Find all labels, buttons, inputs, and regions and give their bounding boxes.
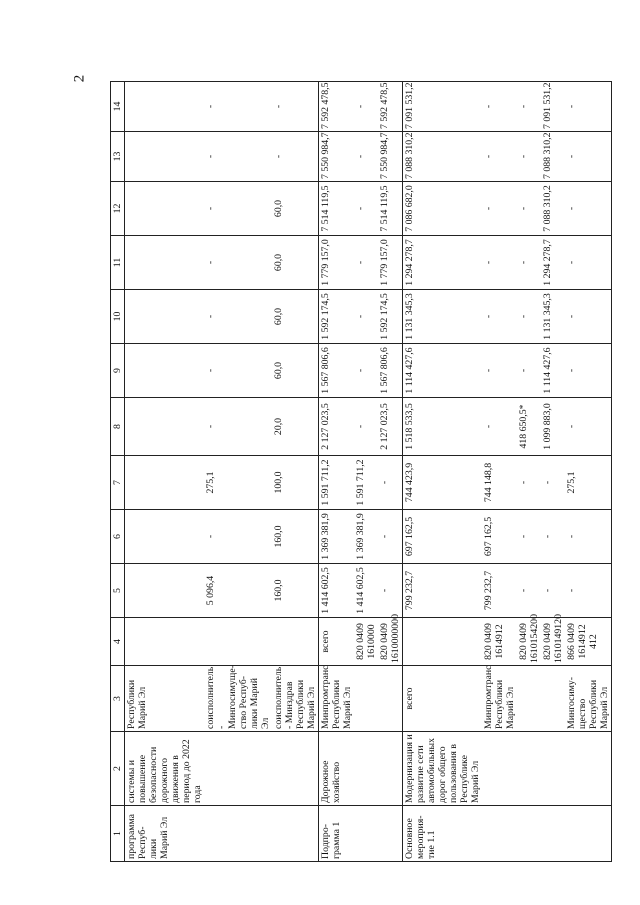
column-header-1: 1 — [111, 806, 125, 862]
value-cell-col6 — [125, 510, 205, 564]
value-cell-col11: 1 779 157,0 — [319, 236, 355, 290]
value-cell-col11: - — [517, 236, 541, 290]
value-cell-col6: - — [204, 510, 272, 564]
table-body — [125, 82, 612, 862]
column-header-5: 5 — [111, 564, 125, 618]
value-cell-col7: 744 423,9 — [403, 456, 483, 510]
value-cell-col11: 1 779 157,0 — [378, 236, 403, 290]
value-cell-col10: - — [565, 290, 612, 344]
value-cell-col7: 1 591 711,2 — [354, 456, 378, 510]
value-cell-col13: - — [565, 132, 612, 182]
cell-col1 — [354, 806, 378, 862]
value-cell-col6: 1 369 381,9 — [354, 510, 378, 564]
value-cell-col14 — [125, 82, 205, 132]
column-header-14: 14 — [111, 82, 125, 132]
column-header-11: 11 — [111, 236, 125, 290]
cell-col2 — [482, 732, 517, 806]
cell-col2 — [204, 732, 272, 806]
value-cell-col13: - — [204, 132, 272, 182]
value-cell-col10: 60,0 — [272, 290, 319, 344]
value-cell-col5: - — [541, 564, 565, 618]
cell-col4: 820 0409 1614912 — [482, 618, 517, 666]
value-cell-col14: - — [565, 82, 612, 132]
cell-col1 — [517, 806, 541, 862]
value-cell-col14: - — [482, 82, 517, 132]
value-cell-col5: 160,0 — [272, 564, 319, 618]
value-cell-col12: - — [354, 182, 378, 236]
table-row — [378, 82, 403, 862]
cell-col1: Основное мероприя-тие 1.1 — [403, 806, 483, 862]
value-cell-col10: 1 131 345,3 — [541, 290, 565, 344]
cell-col3: всего — [403, 666, 483, 732]
value-cell-col11: 1 294 278,7 — [403, 236, 483, 290]
value-cell-col7: 100,0 — [272, 456, 319, 510]
value-cell-col10: - — [354, 290, 378, 344]
table-row — [517, 82, 541, 862]
cell-col1 — [482, 806, 517, 862]
value-cell-col12: 7 514 119,5 — [319, 182, 355, 236]
value-cell-col11 — [125, 236, 205, 290]
cell-col3: соисполнитель - Мингосимуще-ство Респуб-лики Марий Эл — [204, 666, 272, 732]
cell-col1 — [204, 806, 272, 862]
value-cell-col13: 7 088 310,2 — [403, 132, 483, 182]
value-cell-col5 — [125, 564, 205, 618]
cell-col2: Дорожное хозяйство — [319, 732, 355, 806]
cell-col4: 820 0409 1610154200 — [517, 618, 541, 666]
header-row — [111, 82, 125, 862]
cell-col4: 820 0409 1610000 — [354, 618, 378, 666]
value-cell-col8: - — [565, 398, 612, 456]
value-cell-col12: 60,0 — [272, 182, 319, 236]
budget-table — [110, 81, 612, 862]
value-cell-col6: - — [541, 510, 565, 564]
value-cell-col7 — [125, 456, 205, 510]
table-row — [125, 82, 205, 862]
value-cell-col10: 1 592 174,5 — [319, 290, 355, 344]
value-cell-col12 — [125, 182, 205, 236]
cell-col3 — [354, 666, 378, 732]
table-row — [319, 82, 355, 862]
value-cell-col9: - — [565, 344, 612, 398]
cell-col3: Минпромтранс Республики Марий Эл — [482, 666, 517, 732]
cell-col4: 820 0409 1610000000 — [378, 618, 403, 666]
cell-col1 — [565, 806, 612, 862]
value-cell-col14: 7 592 478,5 — [378, 82, 403, 132]
value-cell-col7: 744 148,8 — [482, 456, 517, 510]
column-header-6: 6 — [111, 510, 125, 564]
cell-col1: Подпро-грамма 1 — [319, 806, 355, 862]
value-cell-col10: 1 131 345,3 — [403, 290, 483, 344]
column-header-9: 9 — [111, 344, 125, 398]
column-header-8: 8 — [111, 398, 125, 456]
table-row — [482, 82, 517, 862]
cell-col3: Мингосиму-щество Республики Марий Эл — [565, 666, 612, 732]
value-cell-col9: 1 567 806,6 — [378, 344, 403, 398]
value-cell-col11: - — [482, 236, 517, 290]
value-cell-col8: - — [354, 398, 378, 456]
value-cell-col13: 7 550 984,7 — [378, 132, 403, 182]
value-cell-col14: 7 091 531,2 — [541, 82, 565, 132]
value-cell-col9: 1 567 806,6 — [319, 344, 355, 398]
value-cell-col8: - — [204, 398, 272, 456]
value-cell-col12: - — [204, 182, 272, 236]
cell-col4 — [125, 618, 205, 666]
page-number: 2 — [71, 74, 88, 83]
value-cell-col12: - — [565, 182, 612, 236]
value-cell-col8: - — [482, 398, 517, 456]
cell-col3: Минпромтранс Республики Марий Эл — [319, 666, 355, 732]
value-cell-col12: 7 088 310,2 — [541, 182, 565, 236]
value-cell-col8: 20,0 — [272, 398, 319, 456]
value-cell-col13: - — [517, 132, 541, 182]
value-cell-col5: 5 096,4 — [204, 564, 272, 618]
cell-col3 — [541, 666, 565, 732]
cell-col2 — [272, 732, 319, 806]
value-cell-col8: 1 518 533,5 — [403, 398, 483, 456]
value-cell-col14: - — [272, 82, 319, 132]
value-cell-col14: - — [204, 82, 272, 132]
value-cell-col8: 2 127 023,5 — [378, 398, 403, 456]
table-row — [565, 82, 612, 862]
table-row — [204, 82, 272, 862]
value-cell-col12: - — [482, 182, 517, 236]
value-cell-col8: 2 127 023,5 — [319, 398, 355, 456]
cell-col4: всего — [319, 618, 355, 666]
value-cell-col13: - — [354, 132, 378, 182]
value-cell-col7: 1 591 711,2 — [319, 456, 355, 510]
value-cell-col12: 7 514 119,5 — [378, 182, 403, 236]
cell-col2 — [565, 732, 612, 806]
value-cell-col10 — [125, 290, 205, 344]
cell-col1 — [272, 806, 319, 862]
value-cell-col9: - — [204, 344, 272, 398]
value-cell-col13: 7 550 984,7 — [319, 132, 355, 182]
value-cell-col12: 7 086 682,0 — [403, 182, 483, 236]
value-cell-col7: - — [517, 456, 541, 510]
value-cell-col8 — [125, 398, 205, 456]
table-row — [272, 82, 319, 862]
value-cell-col11: - — [204, 236, 272, 290]
cell-col4 — [204, 618, 272, 666]
value-cell-col5: - — [378, 564, 403, 618]
value-cell-col6: - — [565, 510, 612, 564]
value-cell-col8: 1 099 883,0 — [541, 398, 565, 456]
cell-col4 — [403, 618, 483, 666]
value-cell-col6: 160,0 — [272, 510, 319, 564]
value-cell-col10: 1 592 174,5 — [378, 290, 403, 344]
column-header-7: 7 — [111, 456, 125, 510]
value-cell-col9: - — [354, 344, 378, 398]
value-cell-col14: 7 592 478,5 — [319, 82, 355, 132]
value-cell-col5: - — [565, 564, 612, 618]
value-cell-col13: - — [482, 132, 517, 182]
column-header-12: 12 — [111, 182, 125, 236]
value-cell-col9: 1 114 427,6 — [403, 344, 483, 398]
cell-col4: 866 0409 1614912 412 — [565, 618, 612, 666]
value-cell-col8: 418 650,5* — [517, 398, 541, 456]
cell-col1: программа Респуб-лики Марий Эл — [125, 806, 205, 862]
cell-col3 — [517, 666, 541, 732]
value-cell-col7: 275,1 — [204, 456, 272, 510]
value-cell-col10: - — [482, 290, 517, 344]
rotated-table-container — [110, 82, 610, 862]
column-header-3: 3 — [111, 666, 125, 732]
value-cell-col13 — [125, 132, 205, 182]
value-cell-col7: - — [541, 456, 565, 510]
value-cell-col14: - — [354, 82, 378, 132]
value-cell-col5: 799 232,7 — [482, 564, 517, 618]
table-row — [403, 82, 483, 862]
value-cell-col11: - — [354, 236, 378, 290]
cell-col3: соисполнитель - Минздрав Республики Марий Эл — [272, 666, 319, 732]
cell-col3: Республики Марий Эл — [125, 666, 205, 732]
value-cell-col6: 697 162,5 — [403, 510, 483, 564]
value-cell-col6: 697 162,5 — [482, 510, 517, 564]
column-header-10: 10 — [111, 290, 125, 344]
column-header-13: 13 — [111, 132, 125, 182]
value-cell-col7: 275,1 — [565, 456, 612, 510]
cell-col4: 820 0409 1610149120 — [541, 618, 565, 666]
value-cell-col5: 1 414 602,5 — [319, 564, 355, 618]
cell-col2: Модернизация и развитие сети автомобильных дорог общего пользования в Республике Марий Эл — [403, 732, 483, 806]
value-cell-col9: 1 114 427,6 — [541, 344, 565, 398]
value-cell-col9 — [125, 344, 205, 398]
cell-col2 — [378, 732, 403, 806]
value-cell-col5: - — [517, 564, 541, 618]
value-cell-col6: 1 369 381,9 — [319, 510, 355, 564]
table-row — [541, 82, 565, 862]
cell-col1 — [541, 806, 565, 862]
value-cell-col9: 60,0 — [272, 344, 319, 398]
value-cell-col10: - — [517, 290, 541, 344]
value-cell-col6: - — [517, 510, 541, 564]
value-cell-col6: - — [378, 510, 403, 564]
column-header-2: 2 — [111, 732, 125, 806]
value-cell-col9: - — [482, 344, 517, 398]
value-cell-col12: - — [517, 182, 541, 236]
cell-col2 — [541, 732, 565, 806]
value-cell-col14: - — [517, 82, 541, 132]
value-cell-col13: - — [272, 132, 319, 182]
value-cell-col11: - — [565, 236, 612, 290]
cell-col2: системы и повышение безопасности дорожного движения в период до 2022 года — [125, 732, 205, 806]
value-cell-col14: 7 091 531,2 — [403, 82, 483, 132]
value-cell-col11: 1 294 278,7 — [541, 236, 565, 290]
cell-col2 — [354, 732, 378, 806]
table-row — [354, 82, 378, 862]
cell-col1 — [378, 806, 403, 862]
value-cell-col9: - — [517, 344, 541, 398]
cell-col4 — [272, 618, 319, 666]
cell-col2 — [517, 732, 541, 806]
cell-col3 — [378, 666, 403, 732]
value-cell-col13: 7 088 310,2 — [541, 132, 565, 182]
value-cell-col10: - — [204, 290, 272, 344]
value-cell-col5: 799 232,7 — [403, 564, 483, 618]
column-header-4: 4 — [111, 618, 125, 666]
value-cell-col11: 60,0 — [272, 236, 319, 290]
value-cell-col7: - — [378, 456, 403, 510]
value-cell-col5: 1 414 602,5 — [354, 564, 378, 618]
